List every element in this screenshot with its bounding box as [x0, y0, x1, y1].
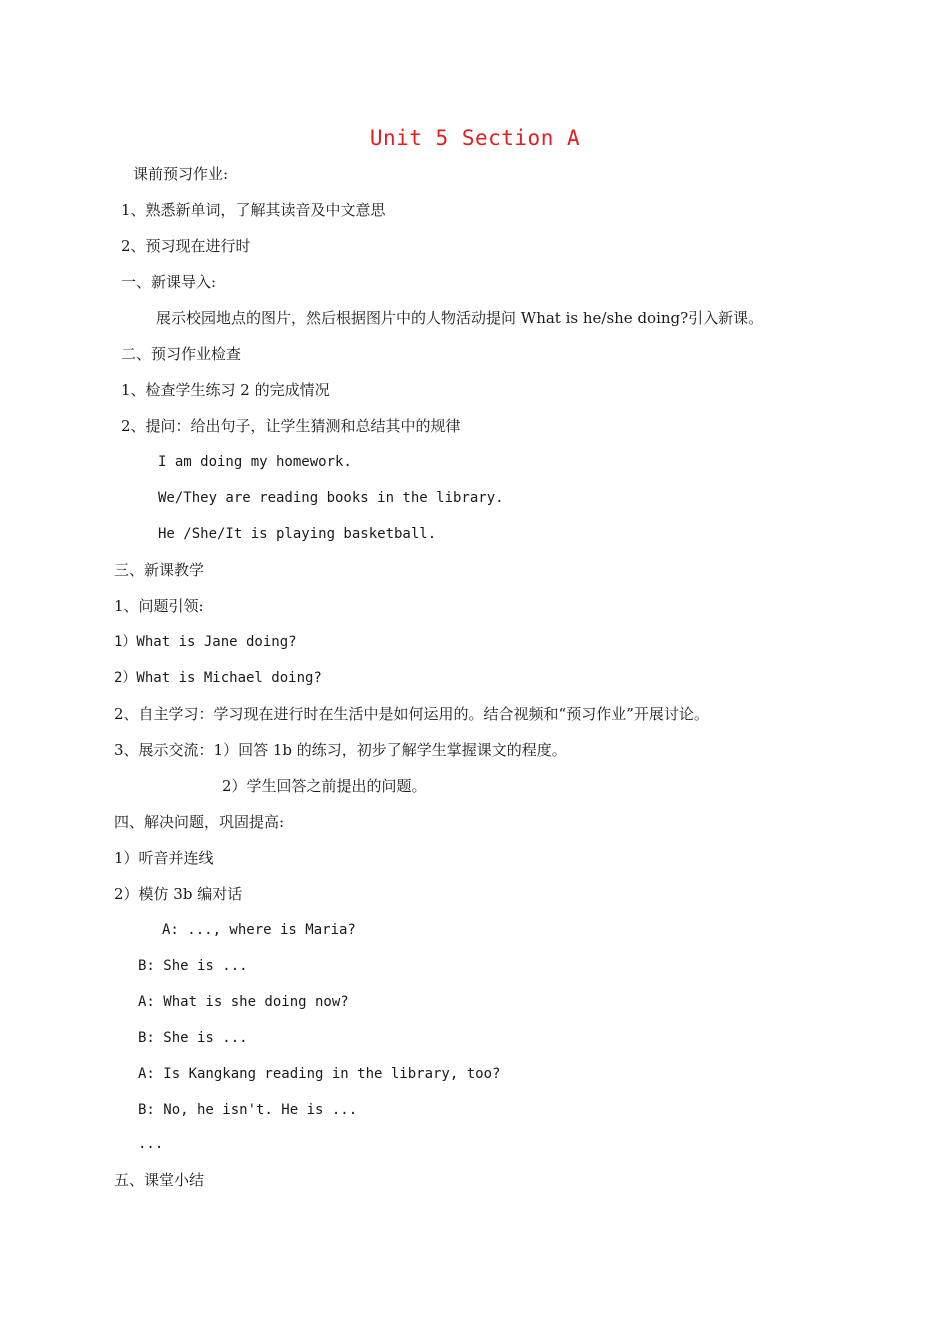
section-3-heading: 三、新课教学: [114, 561, 205, 579]
question-1: 1）What is Jane doing?: [114, 634, 297, 650]
section-3-item-3-sub: 2）学生回答之前提出的问题。: [222, 777, 427, 795]
question-2: 2）What is Michael doing?: [114, 670, 322, 686]
dialogue-line-3: A: What is she doing now?: [138, 994, 349, 1010]
section-3-item-1: 1、问题引领:: [114, 597, 204, 615]
section-1-heading: 一、新课导入:: [121, 273, 217, 291]
section-2-item-1: 1、检查学生练习 2 的完成情况: [121, 381, 330, 399]
section-3-item-3: 3、展示交流：1）回答 1b 的练习，初步了解学生掌握课文的程度。: [114, 741, 567, 759]
section-3-item-2: 2、自主学习：学习现在进行时在生活中是如何运用的。结合视频和“预习作业”开展讨论。: [114, 705, 709, 723]
example-sentence-3: He /She/It is playing basketball.: [158, 526, 437, 542]
dialogue-line-2: B: She is ...: [138, 958, 248, 974]
section-2-item-2: 2、提问：给出句子，让学生猜测和总结其中的规律: [121, 417, 461, 435]
preview-homework-heading: 课前预习作业:: [133, 165, 229, 183]
example-sentence-2: We/They are reading books in the library.: [158, 490, 504, 506]
dialogue-line-4: B: She is ...: [138, 1030, 248, 1046]
dialogue-line-1: A: ..., where is Maria?: [162, 922, 356, 938]
document-title: Unit 5 Section A: [369, 126, 581, 150]
section-4-item-1: 1）听音并连线: [114, 849, 214, 867]
section-4-heading: 四、解决问题，巩固提高:: [114, 813, 285, 831]
preview-item-1: 1、熟悉新单词，了解其读音及中文意思: [121, 201, 386, 219]
section-4-item-2: 2）模仿 3b 编对话: [114, 885, 243, 903]
example-sentence-1: I am doing my homework.: [158, 454, 352, 470]
section-2-heading: 二、预习作业检查: [121, 345, 242, 363]
dialogue-ellipsis: ...: [138, 1136, 164, 1152]
dialogue-line-5: A: Is Kangkang reading in the library, too?: [138, 1066, 501, 1082]
section-5-heading: 五、课堂小结: [114, 1171, 205, 1189]
preview-item-2: 2、预习现在进行时: [121, 237, 251, 255]
section-1-body: 展示校园地点的图片，然后根据图片中的人物活动提问 What is he/she doing?引入新课。: [156, 309, 764, 327]
dialogue-line-6: B: No, he isn't. He is ...: [138, 1102, 358, 1118]
